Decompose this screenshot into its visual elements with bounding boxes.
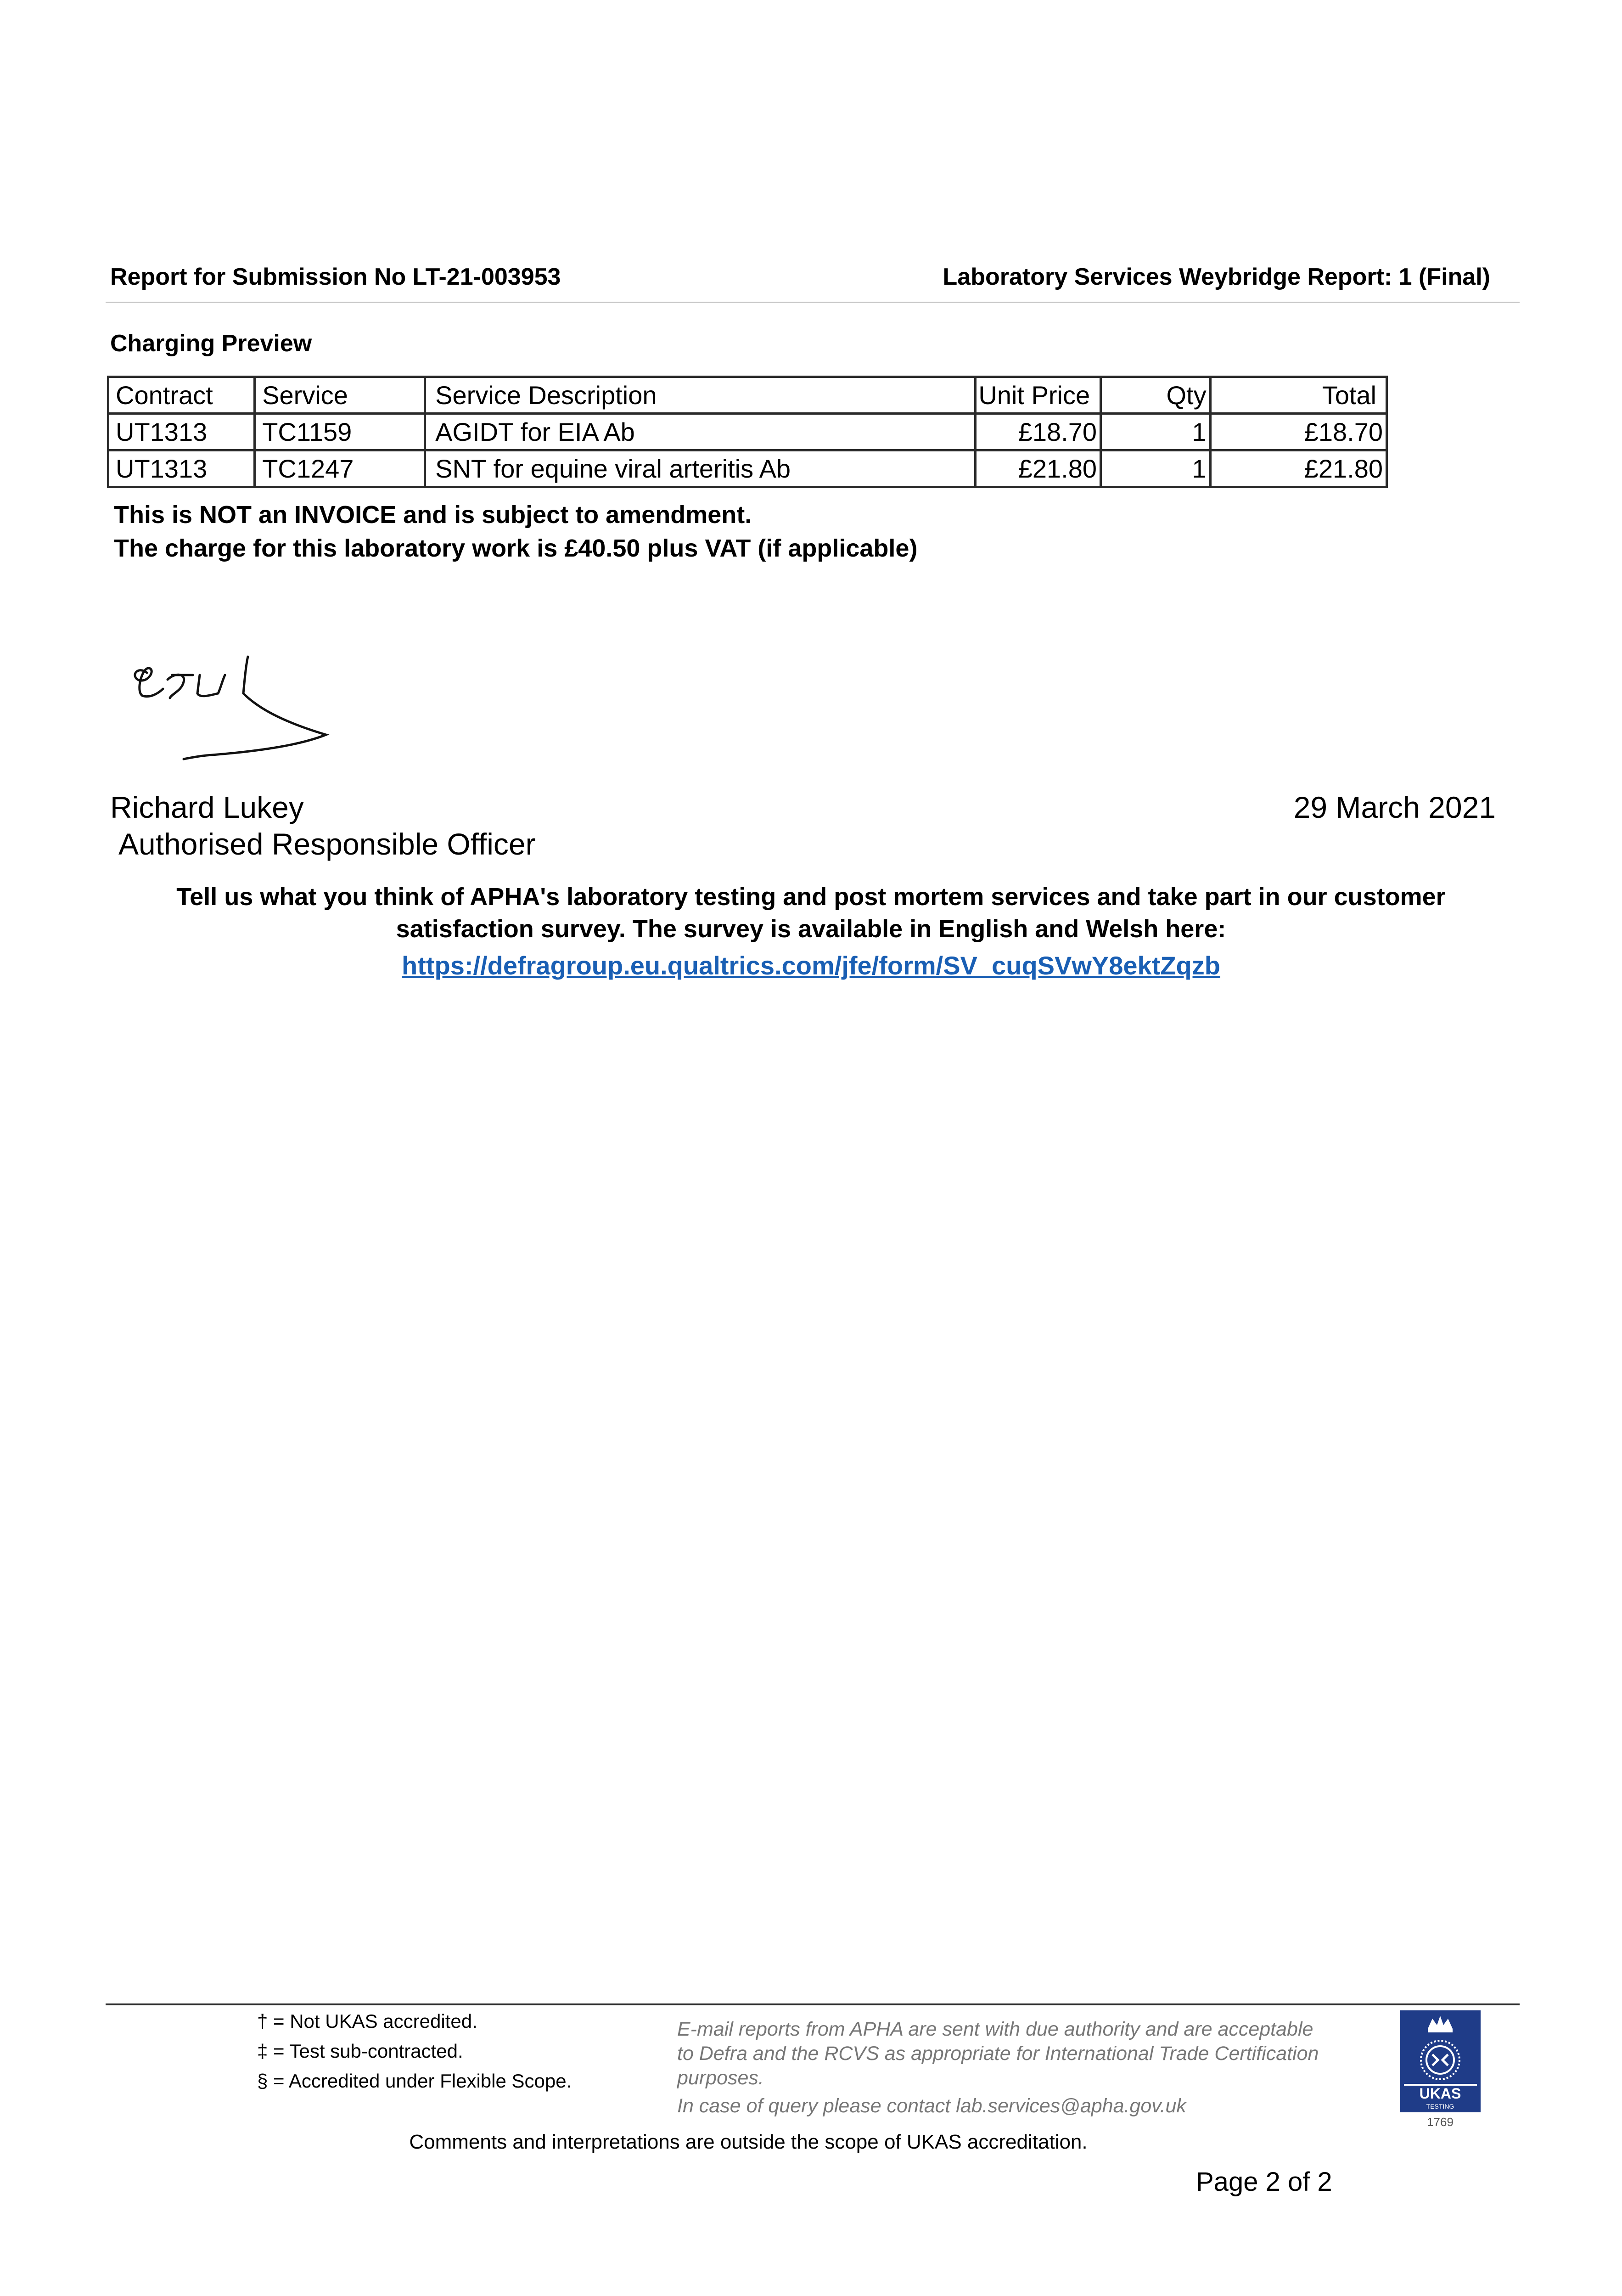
charge-total-notice: The charge for this laboratory work is £40.50 plus VAT (if applicable) xyxy=(114,535,918,562)
legend-not-accredited: † = Not UKAS accredited. xyxy=(257,2010,477,2032)
laboratory-report-title: Laboratory Services Weybridge Report: 1 (Final) xyxy=(943,264,1490,290)
cell-qty: 1 xyxy=(1101,414,1211,450)
survey-link-container xyxy=(115,951,1507,980)
signer-name: Richard Lukey xyxy=(110,790,304,824)
charging-table xyxy=(107,376,1388,488)
column-header-unit-price: Unit Price xyxy=(976,377,1101,414)
ukas-scope-note: Comments and interpretations are outside the scope of UKAS accreditation. xyxy=(409,2131,1088,2153)
not-invoice-notice: This is NOT an INVOICE and is subject to amendment. xyxy=(114,501,752,529)
handwritten-signature xyxy=(129,647,340,781)
column-header-contract: Contract xyxy=(108,377,255,414)
legend-sub-contracted: ‡ = Test sub-contracted. xyxy=(257,2040,463,2062)
cell-unit-price: £18.70 xyxy=(976,414,1101,450)
ukas-accreditation-number: 1769 xyxy=(1427,2115,1454,2129)
column-header-total: Total xyxy=(1210,377,1386,414)
cell-total: £21.80 xyxy=(1210,450,1386,487)
column-header-service: Service xyxy=(255,377,425,414)
cell-contract: UT1313 xyxy=(108,450,255,487)
ukas-logo-subtext: TESTING xyxy=(1426,2103,1454,2110)
page-number: Page 2 of 2 xyxy=(1196,2167,1332,2197)
column-header-qty: Qty xyxy=(1101,377,1211,414)
survey-invitation: Tell us what you think of APHA's laboratory testing and post mortem services and take part in our customer satisfaction survey. The survey is available in English and Welsh here: xyxy=(176,883,1446,943)
footer-divider xyxy=(106,2003,1520,2005)
column-header-service-description: Service Description xyxy=(425,377,976,414)
cell-service-description: AGIDT for EIA Ab xyxy=(425,414,976,450)
charging-preview-heading: Charging Preview xyxy=(110,330,312,357)
header-divider xyxy=(106,302,1520,303)
table-row xyxy=(108,450,1387,487)
email-report-disclaimer: E-mail reports from APHA are sent with due authority and are acceptable to Defra and the RCVS as appropriate for International Trade Certification purposes. xyxy=(677,2018,1319,2089)
cell-service: TC1247 xyxy=(255,450,425,487)
cell-total: £18.70 xyxy=(1210,414,1386,450)
report-date: 29 March 2021 xyxy=(1293,790,1496,824)
report-submission-number: Report for Submission No LT-21-003953 xyxy=(110,264,561,290)
cell-service: TC1159 xyxy=(255,414,425,450)
signer-title: Authorised Responsible Officer xyxy=(118,827,536,861)
table-row xyxy=(108,414,1387,450)
cell-unit-price: £21.80 xyxy=(976,450,1101,487)
legend-flexible-scope: § = Accredited under Flexible Scope. xyxy=(257,2070,572,2092)
survey-link[interactable]: https://defragroup.eu.qualtrics.com/jfe/form/SV_cuqSVwY8ektZqzb xyxy=(402,951,1220,980)
ukas-logo xyxy=(1400,2010,1481,2130)
contact-note: In case of query please contact lab.services@apha.gov.uk xyxy=(677,2095,1186,2117)
cell-contract: UT1313 xyxy=(108,414,255,450)
cell-qty: 1 xyxy=(1101,450,1211,487)
cell-service-description: SNT for equine viral arteritis Ab xyxy=(425,450,976,487)
ukas-logo-text: UKAS xyxy=(1419,2085,1461,2102)
table-header-row xyxy=(108,377,1387,414)
